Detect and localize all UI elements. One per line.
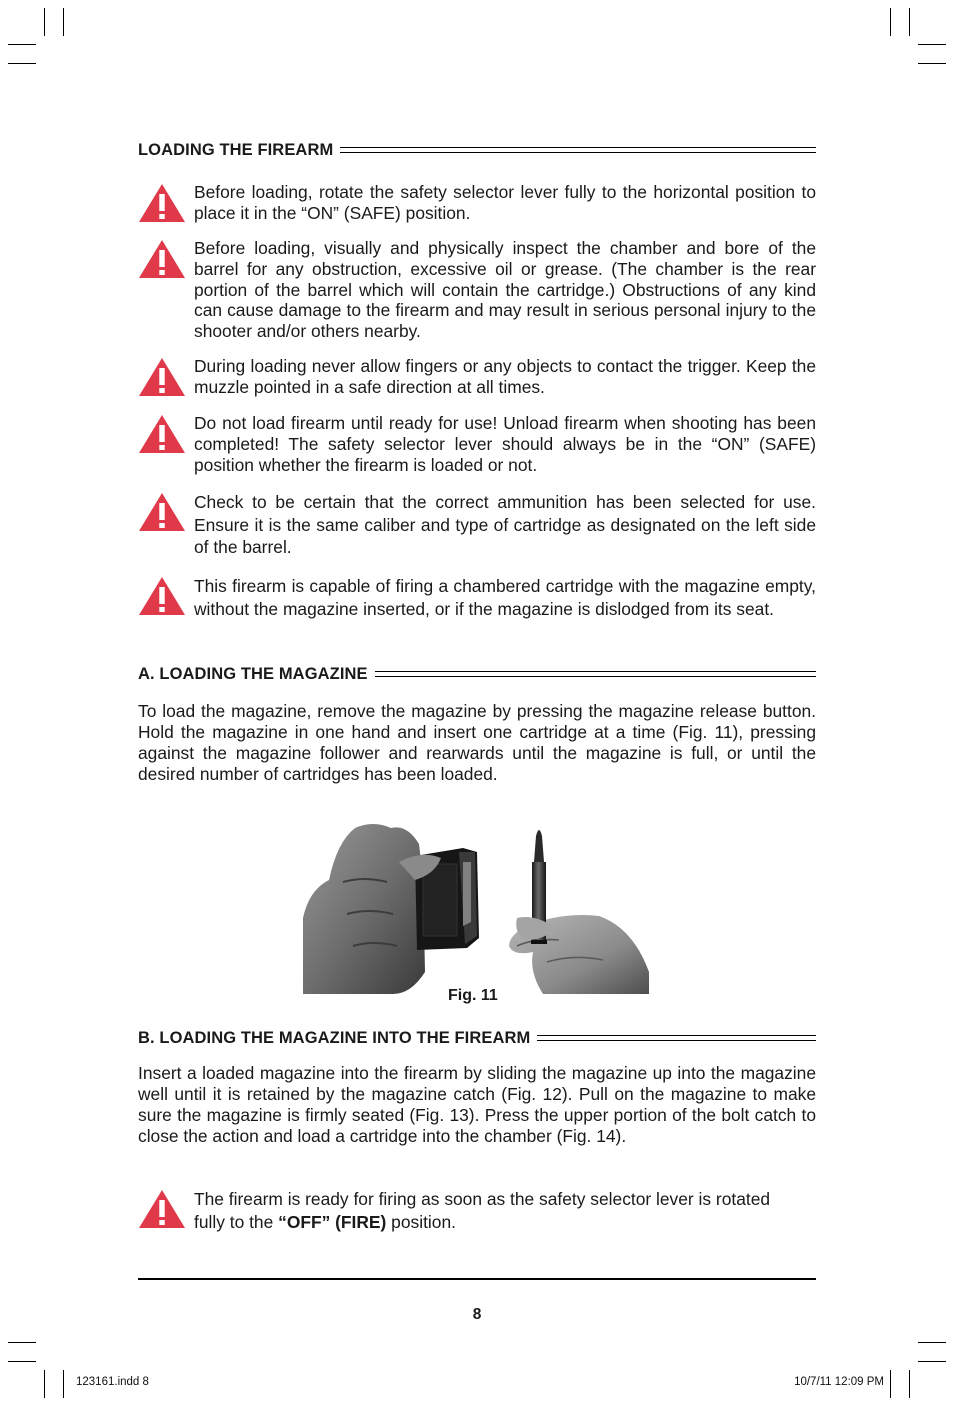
page-number: 8 bbox=[472, 1306, 482, 1323]
crop-mark bbox=[63, 1370, 64, 1398]
crop-mark bbox=[890, 1370, 891, 1398]
crop-mark bbox=[909, 1370, 910, 1398]
warning-text: Before loading, visually and physically inspect the chamber and bore of the barrel for any obstruction, excessive oil or grease. (The chamber is the rear portion of the barrel which will contain the cartridge.) Obstructions of any kind can cause damage to the firearm and may result in serious personal injury to the shooter and/or others nearby. bbox=[194, 238, 816, 342]
warning-triangle-icon bbox=[138, 183, 186, 223]
section-title: LOADING THE FIREARM bbox=[138, 140, 334, 159]
crop-mark bbox=[8, 44, 36, 45]
warning-text: Check to be certain that the correct ammunition has been selected for use. Ensure it is the same caliber and type of cartridge as designated on the left side of the barrel. bbox=[194, 492, 816, 557]
crop-mark bbox=[8, 63, 36, 64]
warning-text: During loading never allow fingers or any objects to contact the trigger. Keep the muzzle pointed in a safe direction at all times. bbox=[194, 356, 816, 397]
crop-mark bbox=[909, 8, 910, 36]
crop-mark bbox=[8, 1342, 36, 1343]
section-heading-loading-firearm bbox=[138, 140, 816, 160]
warning-triangle-icon bbox=[138, 492, 186, 532]
crop-mark bbox=[44, 1370, 45, 1398]
body-paragraph: Insert a loaded magazine into the firearm by sliding the magazine up into the magazine well until it is retained by the magazine catch (Fig. 12). Pull on the magazine to make sure the magazine is firmly seated (Fig. 13). Press the upper portion of the bolt catch to close the action and load a cartridge into the chamber (Fig. 14). bbox=[138, 1063, 816, 1146]
warning-item bbox=[138, 182, 816, 224]
warning-triangle-icon bbox=[138, 239, 186, 279]
warning-item bbox=[138, 413, 816, 475]
crop-mark bbox=[44, 8, 45, 36]
warning-triangle-icon bbox=[138, 1189, 186, 1229]
heading-double-rule bbox=[375, 671, 816, 677]
figure-caption: Fig. 11 bbox=[448, 987, 498, 1004]
warning-triangle-icon bbox=[138, 576, 186, 616]
crop-mark bbox=[918, 44, 946, 45]
warning-triangle-icon bbox=[138, 414, 186, 454]
crop-mark bbox=[918, 1342, 946, 1343]
warning-item bbox=[138, 238, 816, 342]
slug-timestamp: 10/7/11 12:09 PM bbox=[794, 1376, 884, 1388]
section-title: B. LOADING THE MAGAZINE INTO THE FIREARM bbox=[138, 1028, 531, 1047]
warning-emphasis: “OFF” (FIRE) bbox=[278, 1212, 387, 1232]
warning-item bbox=[138, 1188, 816, 1234]
section-heading-loading-magazine bbox=[138, 664, 816, 684]
warning-text bbox=[194, 1188, 774, 1234]
figure-11-photo bbox=[303, 822, 649, 994]
crop-mark bbox=[918, 1361, 946, 1362]
warning-text-part: The firearm is ready for firing as soon as the safety selector lever is rotated fully to the bbox=[194, 1189, 771, 1232]
warning-text: Do not load firearm until ready for use! Unload firearm when shooting has been completed! The safety selector lever should always be in the “ON” (SAFE) position whether the firearm is loaded or not. bbox=[194, 413, 816, 475]
crop-mark bbox=[63, 8, 64, 36]
warning-text: This firearm is capable of firing a chambered cartridge with the magazine empty, without the magazine inserted, or if the magazine is dislodged from its seat. bbox=[194, 576, 816, 619]
slug-filename: 123161.indd 8 bbox=[76, 1376, 149, 1388]
crop-mark bbox=[890, 8, 891, 36]
warning-item bbox=[138, 491, 816, 559]
warning-item bbox=[138, 575, 816, 620]
section-heading-loading-into-firearm bbox=[138, 1028, 816, 1048]
heading-double-rule bbox=[537, 1035, 816, 1041]
section-title: A. LOADING THE MAGAZINE bbox=[138, 664, 368, 683]
crop-mark bbox=[918, 63, 946, 64]
heading-double-rule bbox=[340, 147, 816, 153]
footer-rule bbox=[138, 1278, 816, 1280]
warning-item bbox=[138, 356, 816, 398]
body-paragraph: To load the magazine, remove the magazine by pressing the magazine release button. Hold the magazine in one hand and insert one cartridge at a time (Fig. 11), pressing against the magazine follower and rearwards until the magazine is full, or until the desired number of cartridges has been loaded. bbox=[138, 701, 816, 784]
crop-mark bbox=[8, 1361, 36, 1362]
warning-triangle-icon bbox=[138, 357, 186, 397]
warning-text-part: position. bbox=[391, 1212, 456, 1232]
warning-text: Before loading, rotate the safety selector lever fully to the horizontal position to place it in the “ON” (SAFE) position. bbox=[194, 182, 816, 223]
